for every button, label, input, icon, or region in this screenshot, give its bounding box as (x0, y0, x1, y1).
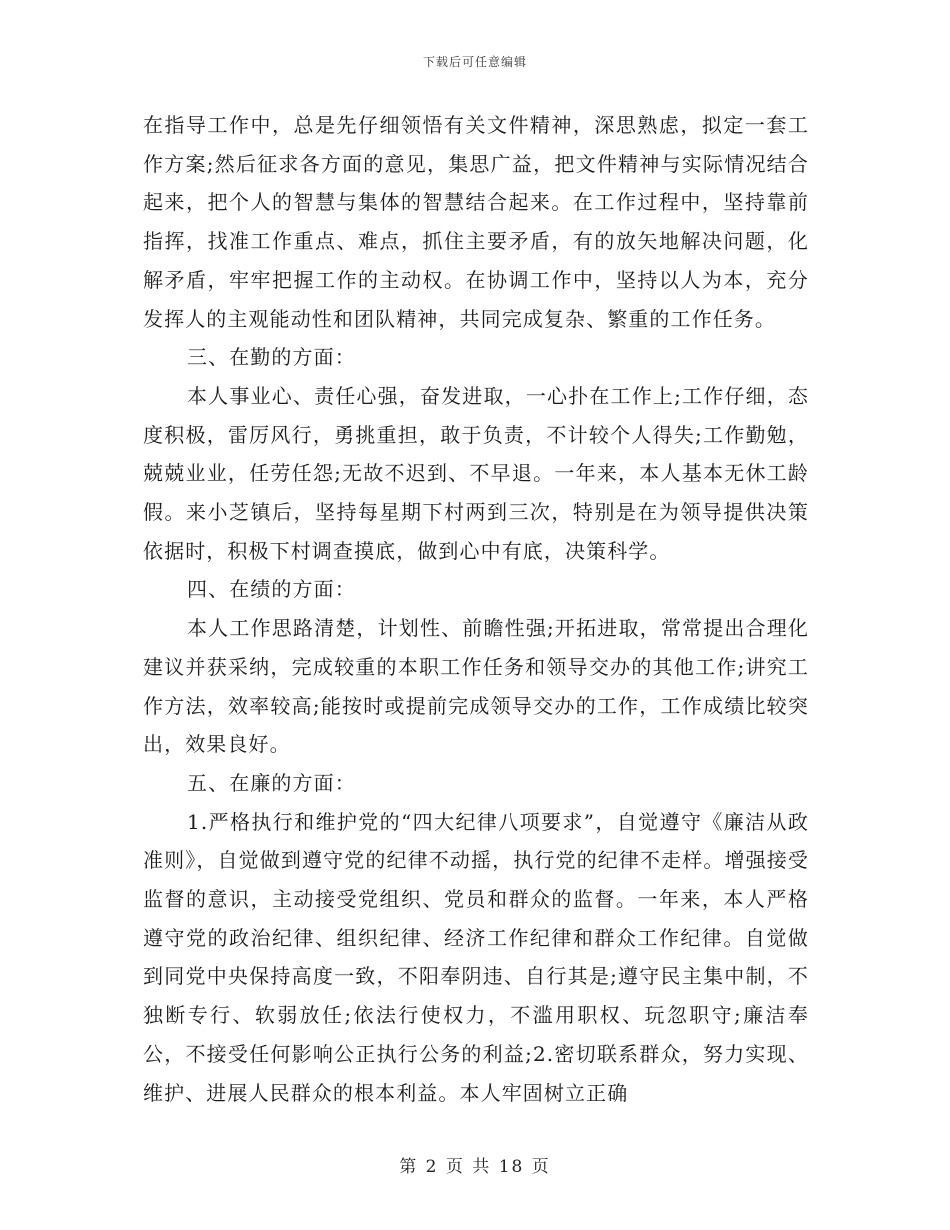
page-number-footer: 第 2 页 共 18 页 (399, 1157, 551, 1177)
section-heading-diligence: 三、在勤的方面： (187, 345, 356, 370)
section-heading-integrity: 五、在廉的方面： (187, 770, 356, 795)
page-header: 下载后可任意编辑 (422, 55, 527, 69)
paragraph-guidance-work: 在指导工作中，总是先仔细领悟有关文件精神，深思熟虑，拟定一套工作方案;然后征求各方面的意见，集思广益，把文件精神与实际情况结合起来，把个人的智慧与集体的智慧结合起来。在工作过程中，坚持靠前指挥，找准工作重点、难点，抓住主要矛盾，有的放矢地解决问题，化解矛盾，牢牢把握工作的主动权。在协调工作中，坚持以人为本，充分发挥人的主观能动性和团队精神，共同完成复杂、繁重的工作任务。 (143, 113, 809, 331)
document-body (143, 106, 809, 1112)
paragraph-integrity: 1.严格执行和维护党的“四大纪律八项要求”，自觉遵守《廉洁从政准则》，自觉做到遵守党的纪律不动摇，执行党的纪律不走样。增强接受监督的意识，主动接受党组织、党员和群众的监督。一年来，本人严格遵守党的政治纪律、组织纪律、经济工作纪律和群众工作纪律。自觉做到同党中央保持高度一致，不阳奉阴违、自行其是;遵守民主集中制，不独断专行、软弱放任;依法行使权力，不滥用职权、玩忽职守;廉洁奉公，不接受任何影响公正执行公务的利益;2.密切联系群众，努力实现、维护、进展人民群众的根本利益。本人牢固树立正确 (143, 809, 809, 1105)
section-heading-performance: 四、在绩的方面： (187, 577, 356, 602)
paragraph-performance: 本人工作思路清楚，计划性、前瞻性强;开拓进取，常常提出合理化建议并获采纳，完成较重的本职工作任务和领导交办的其他工作;讲究工作方法，效率较高;能按时或提前完成领导交办的工作，工作成绩比较突出，效果良好。 (143, 616, 809, 757)
paragraph-diligence: 本人事业心、责任心强，奋发进取，一心扑在工作上;工作仔细，态度积极，雷厉风行，勇挑重担，敢于负责，不计较个人得失;工作勤勉，兢兢业业，任劳任怨;无故不迟到、不早退。一年来，本人基本无休工龄假。来小芝镇后，坚持每星期下村两到三次，特别是在为领导提供决策依据时，积极下村调查摸底，做到心中有底，决策科学。 (143, 383, 809, 563)
